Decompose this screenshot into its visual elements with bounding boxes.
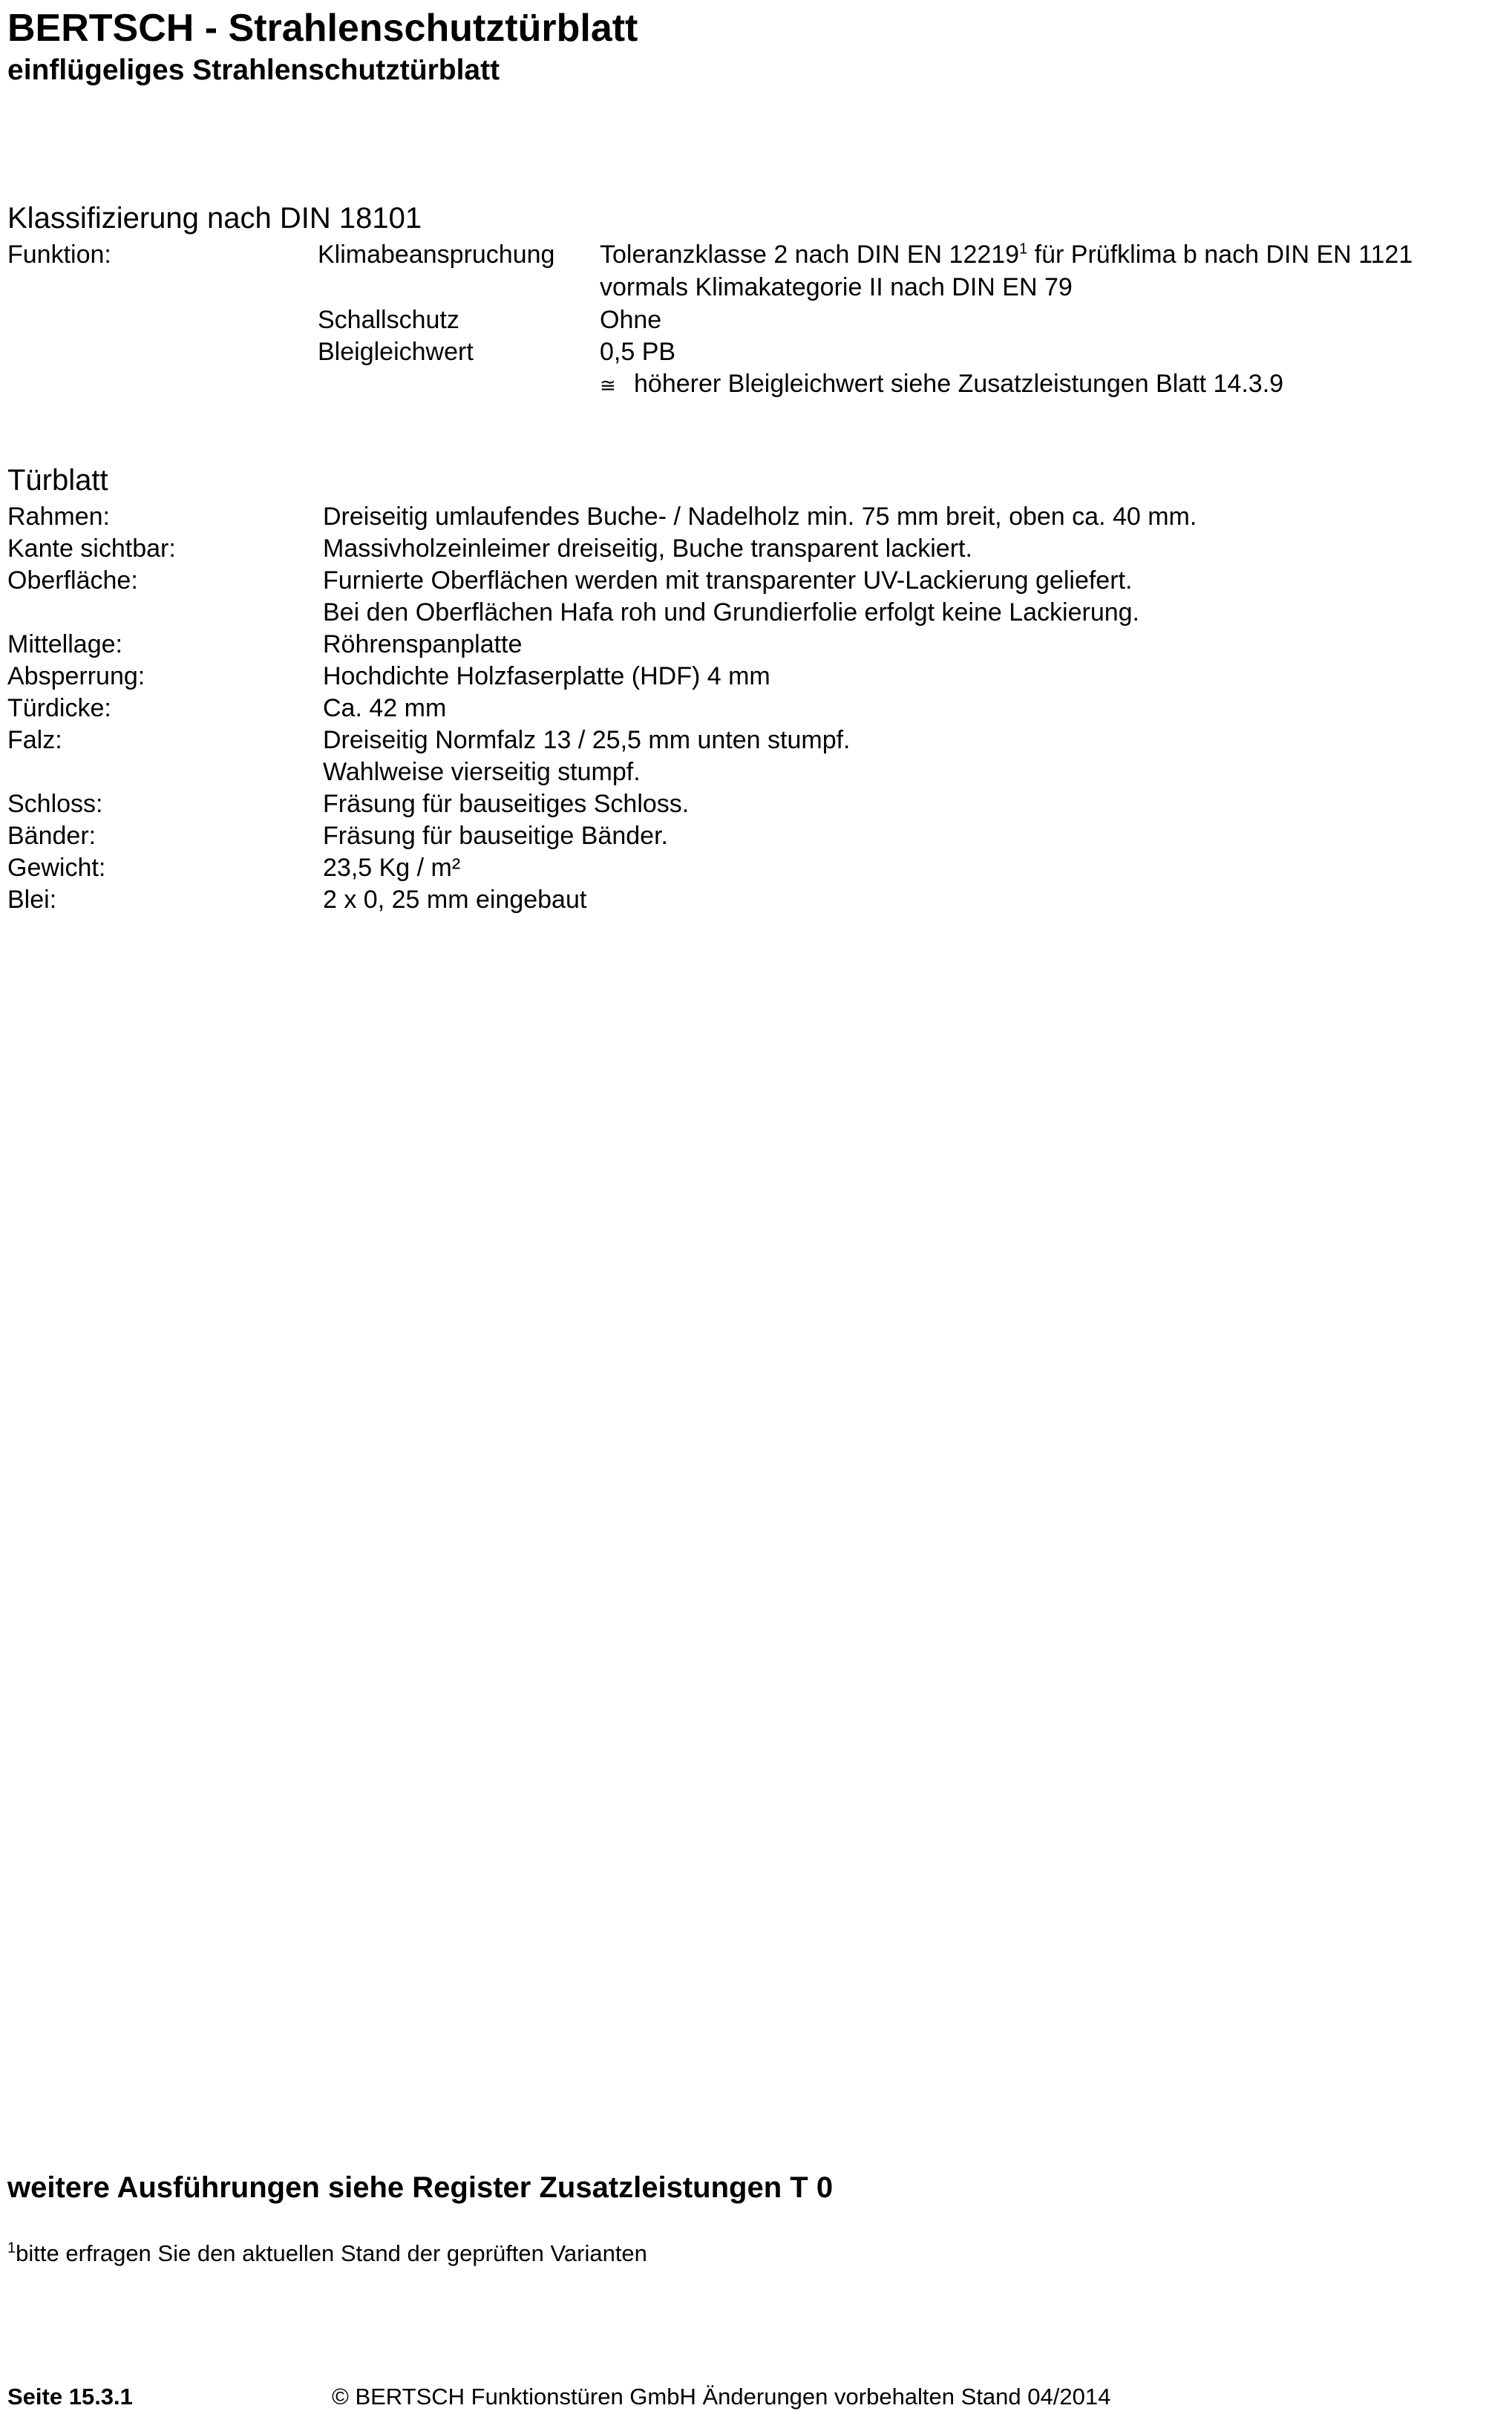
absperrung-value: Hochdichte Holzfaserplatte (HDF) 4 mm [323,662,770,690]
copyright-line: © BERTSCH Funktionstüren GmbH Änderungen vorbehalten Stand 04/2014 [332,2384,1111,2410]
mittellage-label: Mittellage: [7,630,122,658]
klimabeanspruchung-value-line2: vormals Klimakategorie II nach DIN EN 79 [600,273,1073,301]
klassifizierung-heading: Klassifizierung nach DIN 18101 [7,202,422,235]
baender-label: Bänder: [7,822,96,850]
bleigleichwert-value: 0,5 PB [600,338,676,366]
klimabeanspruchung-value: Toleranzklasse 2 nach DIN EN 12219$^1$ für Prüfklima b nach DIN EN 1121 [600,241,1413,269]
tuerdicke-value: Ca. 42 mm [323,694,447,722]
footnote: $^1$bitte erfragen Sie den aktuellen Stand der geprüften Varianten [7,2240,647,2266]
mittellage-value: Röhrenspanplatte [323,630,523,658]
oberflaeche-value-line2: Bei den Oberflächen Hafa roh und Grundierfolie erfolgt keine Lackierung. [323,598,1140,627]
schloss-value: Fräsung für bauseitiges Schloss. [323,790,690,818]
oberflaeche-value: Furnierte Oberflächen werden mit transparenter UV-Lackierung geliefert. [323,566,1133,595]
approx-symbol: ≅ [600,374,616,396]
tuerdicke-label: Türdicke: [7,694,111,722]
kante-label: Kante sichtbar: [7,534,176,563]
blei-value: 2 x 0, 25 mm eingebaut [323,886,587,914]
gewicht-label: Gewicht: [7,854,106,882]
schallschutz-value: Ohne [600,306,662,334]
oberflaeche-label: Oberfläche: [7,566,138,595]
gewicht-value: 23,5 Kg / m² [323,854,461,882]
kante-value: Massivholzeinleimer dreiseitig, Buche transparent lackiert. [323,534,972,563]
falz-value-line2: Wahlweise vierseitig stumpf. [323,758,641,786]
zusatzleistungen-note: weitere Ausführungen siehe Register Zusatzleistungen T 0 [7,2171,834,2204]
bleigleichwert-label: Bleigleichwert [318,338,474,366]
klimabeanspruchung-label: Klimabeanspruchung [318,241,555,269]
bleigleichwert-note: ≅ höherer Bleigleichwert siehe Zusatzleistungen Blatt 14.3.9 [600,368,1283,401]
tuerblatt-heading: Türblatt [7,464,108,497]
absperrung-label: Absperrung: [7,662,145,690]
baender-value: Fräsung für bauseitige Bänder. [323,822,668,850]
page-number: Seite 15.3.1 [7,2384,133,2410]
rahmen-value: Dreiseitig umlaufendes Buche- / Nadelholz min. 75 mm breit, oben ca. 40 mm. [323,503,1197,531]
document-title: BERTSCH - Strahlenschutztürblatt [7,7,638,50]
funktion-label: Funktion: [7,241,111,269]
schallschutz-label: Schallschutz [318,306,459,334]
falz-value: Dreiseitig Normfalz 13 / 25,5 mm unten stumpf. [323,726,851,754]
document-subtitle: einflügeliges Strahlenschutztürblatt [7,54,500,86]
rahmen-label: Rahmen: [7,503,110,531]
schloss-label: Schloss: [7,790,103,818]
blei-label: Blei: [7,886,57,914]
falz-label: Falz: [7,726,62,754]
